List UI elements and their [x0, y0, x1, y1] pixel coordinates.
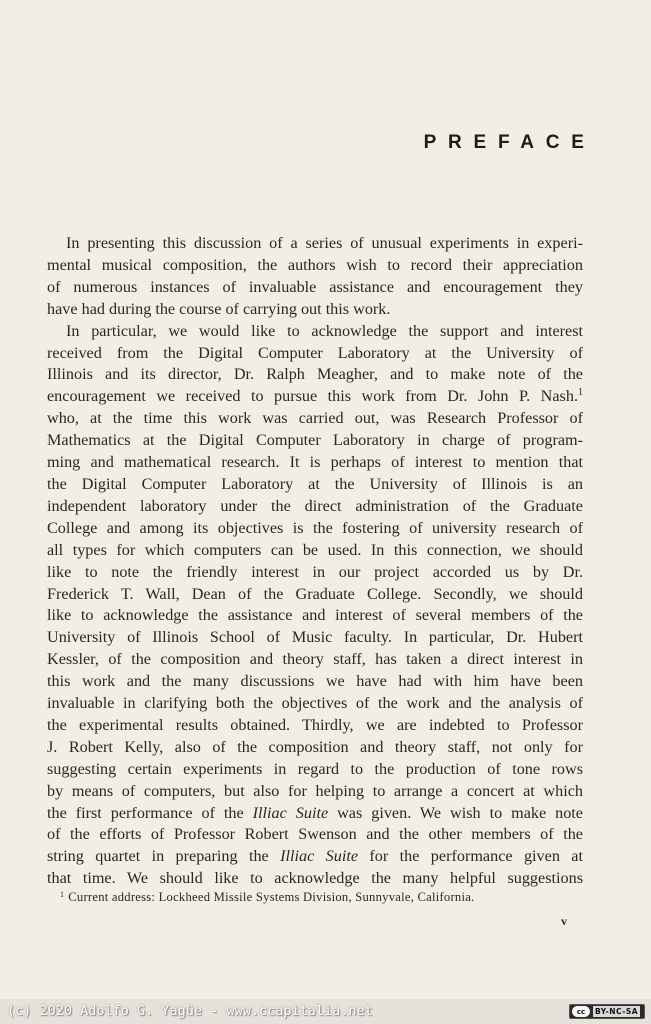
- page-number: v: [561, 914, 567, 928]
- text-line: all types for which computers can be used. In this connection, we should: [47, 540, 583, 559]
- text-line: invaluable in clarifying both the objectives of the work and the analysis of: [47, 694, 583, 713]
- text-line: [47, 386, 583, 408]
- body-text: [47, 233, 583, 890]
- text-line: the Digital Computer Laboratory at the University of Illinois is an: [47, 474, 583, 493]
- text-line: like to acknowledge the assistance and interest of several members of the: [47, 606, 583, 625]
- line-text: encouragement we received to pursue this work from Dr. John P. Nash.: [47, 387, 578, 406]
- text-line: mental musical composition, the authors wish to record their appreciation: [47, 255, 583, 274]
- line-text: was given. We wish to make note: [328, 803, 583, 822]
- cc-icon: cc: [572, 1006, 590, 1017]
- line-text: string quartet in preparing the: [47, 847, 281, 866]
- work-title: Illiac Suite: [280, 847, 359, 866]
- text-line: [47, 803, 583, 825]
- text-line: University of Illinois School of Music faculty. In particular, Dr. Hubert: [47, 628, 583, 647]
- line-text: for the performance given at: [358, 847, 583, 866]
- text-line: who, at the time this work was carried out, was Research Professor of: [47, 409, 583, 428]
- text-line: J. Robert Kelly, also of the composition and theory staff, not only for: [47, 737, 583, 756]
- text-line: suggesting certain experiments in regard to the production of tone rows: [47, 759, 583, 778]
- text-line: of the efforts of Professor Robert Swenson and the other members of the: [47, 825, 583, 844]
- text-line: of numerous instances of invaluable assistance and encouragement they: [47, 277, 583, 296]
- text-line: this work and the many discussions we have had with him have been: [47, 672, 583, 691]
- text-line: Frederick T. Wall, Dean of the Graduate College. Secondly, we should: [47, 584, 583, 603]
- footnote-text: Current address: Lockheed Missile Systems Division, Sunnyvale, California.: [68, 890, 475, 904]
- text-line: like to note the friendly interest in our project accorded us by Dr.: [47, 562, 583, 581]
- text-line: the experimental results obtained. Thirdly, we are indebted to Professor: [47, 715, 583, 734]
- line-text: the first performance of the: [47, 803, 253, 822]
- text-line: In particular, we would like to acknowledge the support and interest: [66, 321, 583, 340]
- footnote: [60, 890, 474, 905]
- text-line: College and among its objectives is the fostering of university research of: [47, 518, 583, 537]
- work-title: Illiac Suite: [252, 803, 329, 822]
- text-line: have had during the course of carrying out this work.: [47, 299, 391, 318]
- copyright-credit: (c) 2020 Adolfo G. Yagüe - www.ccapitalia.net: [7, 1003, 373, 1019]
- cc-license-badge: [569, 1004, 645, 1019]
- footnote-mark: 1: [60, 890, 65, 899]
- credit-banner: [0, 999, 651, 1024]
- text-line: Illinois and its director, Dr. Ralph Meagher, and to make note of the: [47, 365, 583, 384]
- text-line: [47, 846, 583, 868]
- text-line: by means of computers, but also for helping to arrange a concert at which: [47, 781, 583, 800]
- text-line: Kessler, of the composition and theory staff, has taken a direct interest in: [47, 650, 583, 669]
- text-line: independent laboratory under the direct administration of the Graduate: [47, 496, 583, 515]
- text-line: that time. We should like to acknowledge the many helpful suggestions: [47, 869, 583, 888]
- text-line: received from the Digital Computer Laboratory at the University of: [47, 343, 583, 362]
- footnote-reference: 1: [578, 387, 583, 399]
- text-line: In presenting this discussion of a series of unusual experiments in experi-: [66, 234, 583, 252]
- page-heading: PREFACE: [423, 132, 596, 153]
- text-line: ming and mathematical research. It is perhaps of interest to mention that: [47, 453, 583, 472]
- license-label: BY-NC-SA: [595, 1007, 639, 1016]
- text-line: Mathematics at the Digital Computer Laboratory in charge of program-: [47, 431, 583, 450]
